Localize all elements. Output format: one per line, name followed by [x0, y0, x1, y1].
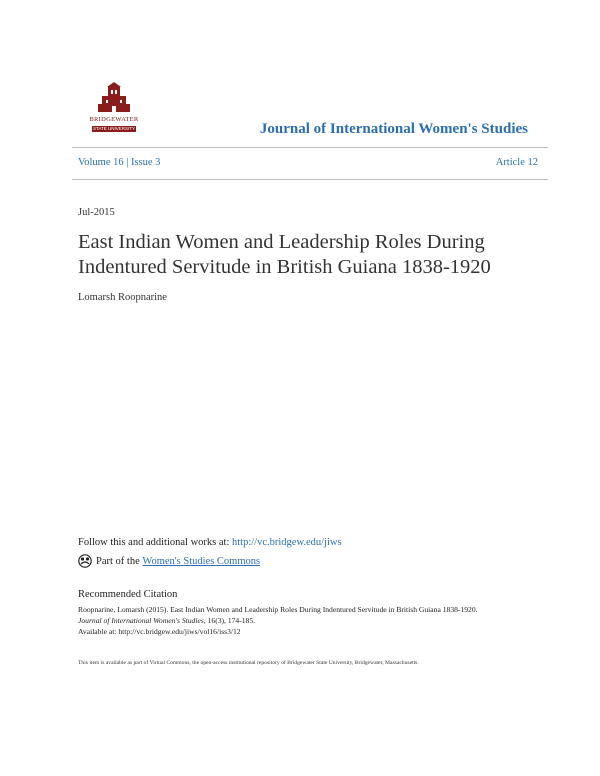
- citation-line-2: [78, 615, 548, 626]
- divider-top: [72, 147, 548, 148]
- university-logo: [78, 82, 150, 134]
- tower-logo-icon: [78, 82, 150, 116]
- citation-available[interactable]: Available at: http://vc.bridgew.edu/jiws/vol16/iss3/12: [78, 627, 241, 636]
- citation-volume: , 16(3), 174-185.: [203, 616, 256, 625]
- recommended-citation-heading: Recommended Citation: [78, 589, 178, 600]
- share-icon: [78, 554, 92, 568]
- author-name: Lomarsh Roopnarine: [78, 292, 167, 303]
- logo-wordmark: BRIDGEWATER: [89, 116, 139, 123]
- article-title: East Indian Women and Leadership Roles During Indentured Servitude in British Guiana 1838-1920: [78, 231, 491, 278]
- logo-submark: STATE UNIVERSITY: [92, 126, 136, 131]
- repository-footnote: This item is available as part of Virtual Commons, the open-access institutional repository of Bridgewater State University, Bridgewater, Massachusetts.: [78, 660, 419, 666]
- follow-prefix: Follow this and additional works at:: [78, 537, 232, 548]
- citation-journal: Journal of International Women's Studies: [78, 616, 204, 625]
- part-of-prefix: Part of the: [96, 555, 140, 567]
- volume-issue-link[interactable]: Volume 16 | Issue 3: [78, 157, 161, 168]
- citation-block: [78, 604, 548, 637]
- publication-date: Jul-2015: [78, 207, 115, 218]
- divider-bottom: [72, 179, 548, 180]
- article-number-link[interactable]: Article 12: [495, 157, 538, 168]
- follow-line: [78, 537, 342, 548]
- subject-link[interactable]: Women's Studies Commons: [142, 555, 261, 567]
- follow-link[interactable]: http://vc.bridgew.edu/jiws: [232, 537, 342, 548]
- journal-title[interactable]: Journal of International Women's Studies: [259, 121, 528, 137]
- citation-line-1: Roopnarine, Lomarsh (2015). East Indian Women and Leadership Roles During Indentured Servitude in British Guiana 1838-1920.: [78, 605, 478, 614]
- part-of-line: [78, 554, 260, 568]
